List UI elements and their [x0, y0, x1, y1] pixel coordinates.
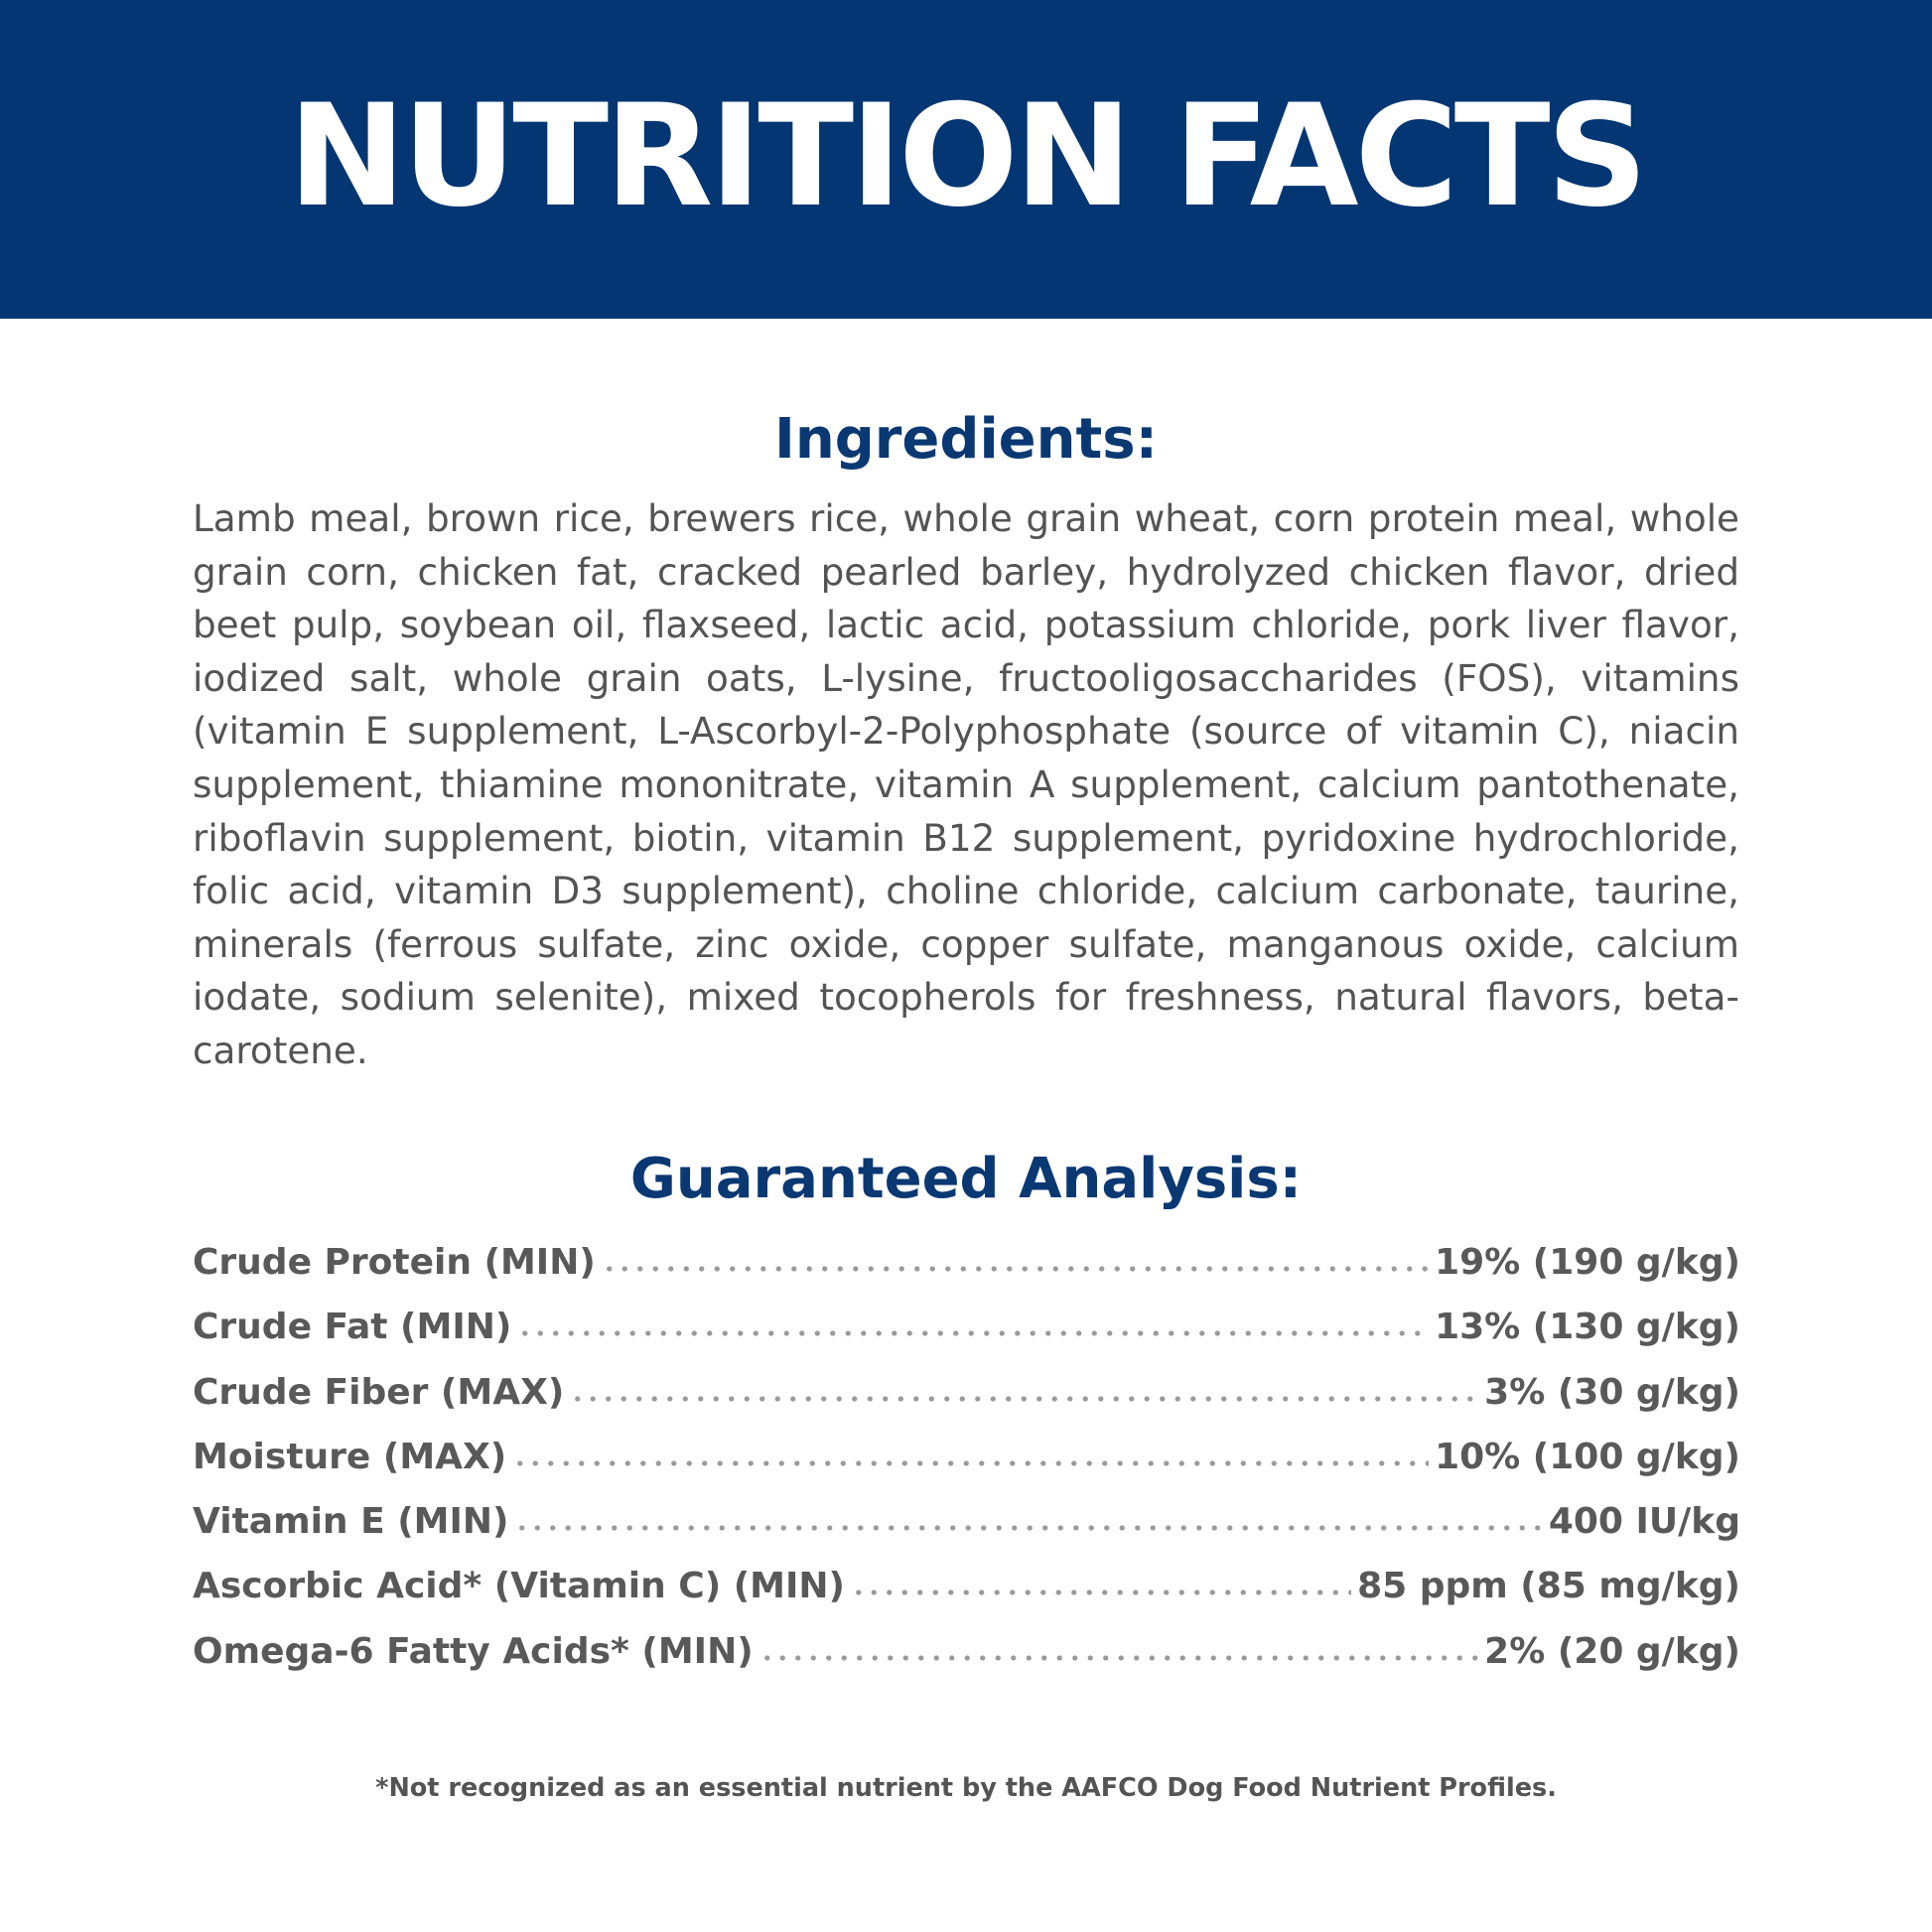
dot-leader: [851, 1589, 1351, 1595]
footnote: *Not recognized as an essential nutrient by the AAFCO Dog Food Nutrient Profiles.: [375, 1773, 1557, 1803]
analysis-row-value: 13% (130 g/kg): [1435, 1307, 1740, 1348]
guaranteed-analysis-table: [193, 1242, 1740, 1696]
analysis-row-value: 400 IU/kg: [1548, 1501, 1740, 1543]
analysis-row-label: Moisture (MAX): [193, 1436, 507, 1477]
analysis-row: [193, 1242, 1740, 1307]
dot-leader: [512, 1460, 1429, 1466]
ingredients-list: Lamb meal, brown rice, brewers rice, whole grain wheat, corn protein meal, whole grain corn, chicken fat, cracked pearled barley, hydrolyzed chicken flavor, dried beet pulp, soybean oil, flaxseed, lactic acid, potassium chloride, pork liver flavor, iodized salt, whole grain oats, L-lysine, fructooligosaccharides (FOS), vitamins (vitamin E supplement, L-Ascorbyl-2-Polyphosphate (source of vitamin C), niacin supplement, thiamine mononitrate, vitamin A supplement, calcium pantothenate, riboflavin supplement, biotin, vitamin B12 supplement, pyridoxine hydrochloride, folic acid, vitamin D3 supplement), choline chloride, calcium carbonate, taurine, minerals (ferrous sulfate, zinc oxide, copper sulfate, manganous oxide, calcium iodate, sodium selenite), mixed tocopherols for freshness, natural flavors, beta-carotene.: [193, 496, 1739, 1072]
analysis-row: [193, 1307, 1740, 1371]
dot-leader: [514, 1525, 1542, 1531]
dot-leader: [570, 1396, 1478, 1402]
page-title: NUTRITION FACTS: [288, 73, 1644, 238]
analysis-row-value: 3% (30 g/kg): [1484, 1371, 1740, 1413]
dot-leader: [602, 1266, 1429, 1272]
analysis-row: [193, 1566, 1740, 1630]
ingredients-heading: Ingredients:: [773, 407, 1158, 472]
analysis-row-label: Crude Protein (MIN): [193, 1242, 596, 1283]
analysis-row: [193, 1437, 1740, 1501]
analysis-row-label: Crude Fiber (MAX): [193, 1371, 565, 1413]
header-banner: [0, 0, 1932, 319]
dot-leader: [517, 1330, 1429, 1336]
dot-leader: [759, 1655, 1479, 1661]
analysis-row: [193, 1372, 1740, 1437]
analysis-row-value: 19% (190 g/kg): [1435, 1242, 1740, 1283]
analysis-row-label: Crude Fat (MIN): [193, 1307, 512, 1348]
guaranteed-analysis-heading: Guaranteed Analysis:: [629, 1147, 1303, 1211]
analysis-row-label: Ascorbic Acid* (Vitamin C) (MIN): [193, 1566, 845, 1607]
analysis-row-value: 2% (20 g/kg): [1484, 1630, 1740, 1672]
analysis-row-label: Omega-6 Fatty Acids* (MIN): [193, 1630, 754, 1672]
analysis-row: [193, 1631, 1740, 1696]
analysis-row-value: 85 ppm (85 mg/kg): [1357, 1566, 1740, 1607]
analysis-row-label: Vitamin E (MIN): [193, 1501, 509, 1543]
analysis-row: [193, 1501, 1740, 1566]
analysis-row-value: 10% (100 g/kg): [1435, 1436, 1740, 1477]
